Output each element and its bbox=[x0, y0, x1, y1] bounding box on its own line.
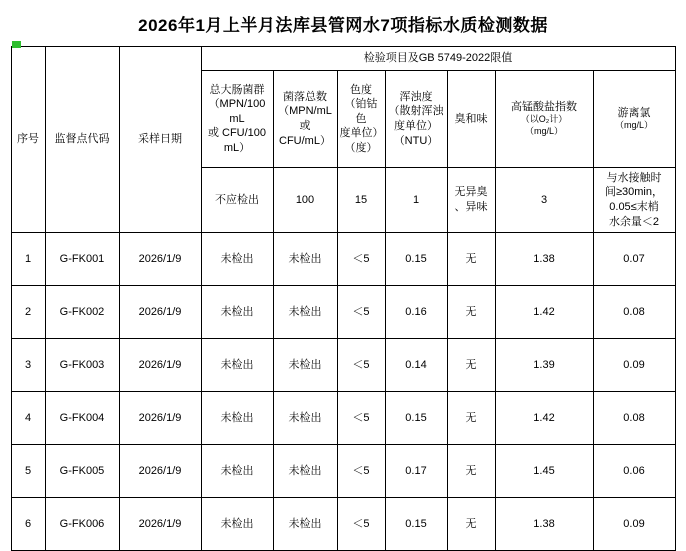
header-param-turbidity: 浑浊度 （散射浑浊 度单位） （NTU） bbox=[385, 71, 447, 168]
green-marker-icon bbox=[12, 41, 21, 48]
row-date: 2026/1/9 bbox=[119, 233, 201, 286]
header-param-free-chlorine: 游离氯 （mg/L） bbox=[593, 71, 675, 168]
cell-odor-taste: 无 bbox=[447, 286, 495, 339]
cell-free-chlorine: 0.08 bbox=[593, 392, 675, 445]
row-index: 1 bbox=[11, 233, 45, 286]
header-param-odor-taste: 臭和味 bbox=[447, 71, 495, 168]
header-code: 监督点代码 bbox=[45, 47, 119, 233]
header-index: 序号 bbox=[11, 47, 45, 233]
limit-chroma: 15 bbox=[337, 168, 385, 233]
table-row bbox=[11, 286, 675, 339]
row-index: 4 bbox=[11, 392, 45, 445]
limit-permanganate-index: 3 bbox=[495, 168, 593, 233]
cell-odor-taste: 无 bbox=[447, 498, 495, 551]
cell-permanganate-index: 1.42 bbox=[495, 286, 593, 339]
cell-total-coliform: 未检出 bbox=[201, 286, 273, 339]
row-index: 3 bbox=[11, 339, 45, 392]
cell-total-coliform: 未检出 bbox=[201, 445, 273, 498]
row-date: 2026/1/9 bbox=[119, 498, 201, 551]
limit-total-coliform: 不应检出 bbox=[201, 168, 273, 233]
cell-turbidity: 0.16 bbox=[385, 286, 447, 339]
cell-turbidity: 0.15 bbox=[385, 392, 447, 445]
cell-odor-taste: 无 bbox=[447, 233, 495, 286]
header-group-label: 检验项目及GB 5749-2022限值 bbox=[201, 47, 675, 71]
limit-free-chlorine: 与水接触时 间≥30min， 0.05≤末梢 水余量＜2 bbox=[593, 168, 675, 233]
table-row bbox=[11, 392, 675, 445]
row-code: G-FK003 bbox=[45, 339, 119, 392]
cell-free-chlorine: 0.08 bbox=[593, 286, 675, 339]
cell-permanganate-index: 1.38 bbox=[495, 498, 593, 551]
cell-free-chlorine: 0.07 bbox=[593, 233, 675, 286]
water-quality-table bbox=[11, 46, 676, 551]
cell-chroma: ＜5 bbox=[337, 392, 385, 445]
header-date: 采样日期 bbox=[119, 47, 201, 233]
cell-turbidity: 0.17 bbox=[385, 445, 447, 498]
table-header-group-row bbox=[11, 47, 675, 71]
cell-chroma: ＜5 bbox=[337, 498, 385, 551]
cell-turbidity: 0.15 bbox=[385, 498, 447, 551]
limit-turbidity: 1 bbox=[385, 168, 447, 233]
row-index: 6 bbox=[11, 498, 45, 551]
row-date: 2026/1/9 bbox=[119, 445, 201, 498]
cell-free-chlorine: 0.09 bbox=[593, 339, 675, 392]
cell-chroma: ＜5 bbox=[337, 233, 385, 286]
row-code: G-FK001 bbox=[45, 233, 119, 286]
table-row bbox=[11, 445, 675, 498]
row-code: G-FK004 bbox=[45, 392, 119, 445]
cell-colony-count: 未检出 bbox=[273, 339, 337, 392]
header-param-colony-count: 菌落总数 （MPN/mL 或 CFU/mL） bbox=[273, 71, 337, 168]
table-row bbox=[11, 339, 675, 392]
cell-chroma: ＜5 bbox=[337, 286, 385, 339]
page-title: 2026年1月上半月法库县管网水7项指标水质检测数据 bbox=[138, 16, 548, 35]
header-param-chroma: 色度 （铂钴色 度单位） （度） bbox=[337, 71, 385, 168]
limit-colony-count: 100 bbox=[273, 168, 337, 233]
row-code: G-FK005 bbox=[45, 445, 119, 498]
cell-permanganate-index: 1.45 bbox=[495, 445, 593, 498]
table-row bbox=[11, 233, 675, 286]
row-date: 2026/1/9 bbox=[119, 339, 201, 392]
cell-odor-taste: 无 bbox=[447, 445, 495, 498]
header-param-permanganate-index: 高锰酸盐指数 （以O₂计） （mg/L） bbox=[495, 71, 593, 168]
row-index: 2 bbox=[11, 286, 45, 339]
row-code: G-FK006 bbox=[45, 498, 119, 551]
cell-total-coliform: 未检出 bbox=[201, 392, 273, 445]
cell-colony-count: 未检出 bbox=[273, 286, 337, 339]
cell-free-chlorine: 0.09 bbox=[593, 498, 675, 551]
cell-turbidity: 0.15 bbox=[385, 233, 447, 286]
header-param-total-coliform: 总大肠菌群 （MPN/100 mL 或 CFU/100 mL） bbox=[201, 71, 273, 168]
cell-total-coliform: 未检出 bbox=[201, 233, 273, 286]
cell-colony-count: 未检出 bbox=[273, 498, 337, 551]
cell-total-coliform: 未检出 bbox=[201, 339, 273, 392]
cell-permanganate-index: 1.42 bbox=[495, 392, 593, 445]
cell-chroma: ＜5 bbox=[337, 445, 385, 498]
cell-chroma: ＜5 bbox=[337, 339, 385, 392]
row-index: 5 bbox=[11, 445, 45, 498]
cell-colony-count: 未检出 bbox=[273, 233, 337, 286]
cell-odor-taste: 无 bbox=[447, 392, 495, 445]
cell-total-coliform: 未检出 bbox=[201, 498, 273, 551]
limit-odor-taste: 无异臭 、异味 bbox=[447, 168, 495, 233]
cell-colony-count: 未检出 bbox=[273, 445, 337, 498]
cell-colony-count: 未检出 bbox=[273, 392, 337, 445]
row-date: 2026/1/9 bbox=[119, 286, 201, 339]
cell-permanganate-index: 1.39 bbox=[495, 339, 593, 392]
table-row bbox=[11, 498, 675, 551]
cell-permanganate-index: 1.38 bbox=[495, 233, 593, 286]
cell-turbidity: 0.14 bbox=[385, 339, 447, 392]
row-date: 2026/1/9 bbox=[119, 392, 201, 445]
cell-free-chlorine: 0.06 bbox=[593, 445, 675, 498]
cell-odor-taste: 无 bbox=[447, 339, 495, 392]
row-code: G-FK002 bbox=[45, 286, 119, 339]
